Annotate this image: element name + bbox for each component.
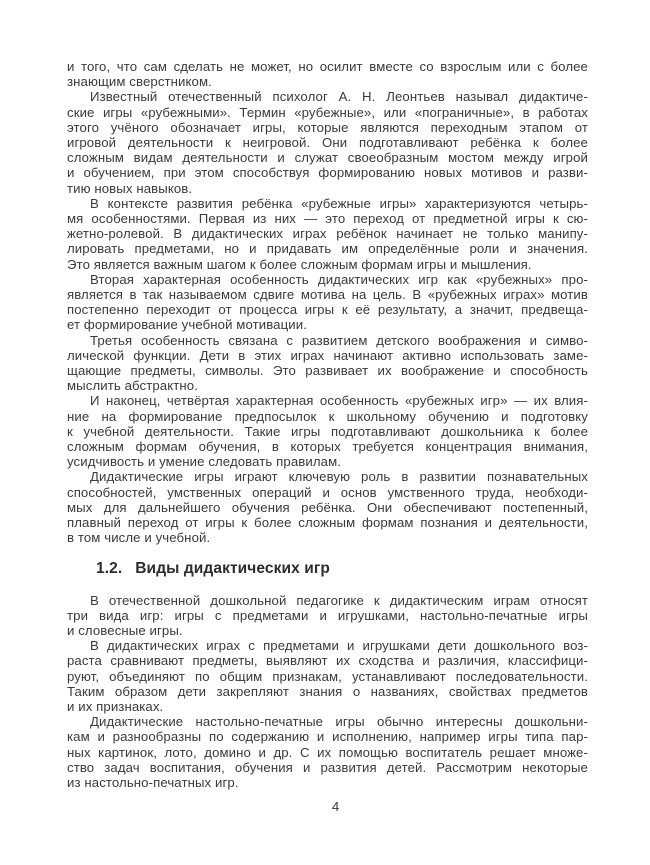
text-line: плавный переход от игры к более сложным формам познания и деятельности, xyxy=(67,515,588,531)
paragraph xyxy=(67,59,588,89)
page-number: 4 xyxy=(331,799,340,814)
paragraph xyxy=(67,196,588,272)
paragraph xyxy=(67,714,588,790)
text-line: ных картинок, лото, домино и др. С их помощью воспитатель решает множе- xyxy=(67,744,588,760)
text-line: В отечественной дошкольной педагогике к дидактическим играм относят xyxy=(90,592,588,608)
paragraph xyxy=(67,469,588,545)
text-line: лической функции. Дети в этих играх начинают активно использовать заме- xyxy=(67,347,588,363)
section-number: 1.2. xyxy=(96,559,123,577)
text-line: и их признаках. xyxy=(67,698,164,714)
text-line: ние на формирование предпосылок к школьному обучению и подготовку xyxy=(67,408,588,424)
text-line: ские игры «рубежными». Термин «рубежные», или «пограничные», в работах xyxy=(67,104,588,120)
text-line: руют, объединяют по общим признакам, устанавливают последовательности. xyxy=(67,668,588,684)
text-line: и словесные игры. xyxy=(67,622,183,638)
text-line: И наконец, четвёртая характерная особенность «рубежных игр» — их влия- xyxy=(90,393,588,409)
text-line: и того, что сам сделать не может, но осилит вместе со взрослым или с более xyxy=(67,59,588,74)
text-line: и обучением, при этом способствуя формированию новых мотивов и разви- xyxy=(67,165,588,181)
text-line: ет формирование учебной мотивации. xyxy=(67,317,307,333)
text-line: способностей, умственных операций и основ умственного труда, необходи- xyxy=(67,484,588,500)
text-line: щающие предметы, символы. Это развивает их воображение и способность xyxy=(67,363,588,379)
text-line: постепенно переходит от процесса игры к её результату, а значит, предвеща- xyxy=(67,302,588,318)
text-line: лировать предметами, но и придавать им определённые роли и значения. xyxy=(67,241,588,257)
section-heading xyxy=(67,559,588,578)
text-line: Вторая характерная особенность дидактических игр как «рубежных» про- xyxy=(90,271,588,287)
text-line: мя особенностями. Первая из них — это переход от предметной игры к сю- xyxy=(67,211,588,227)
text-line: Третья особенность связана с развитием детского воображения и симво- xyxy=(90,332,588,348)
text-line: Это является важным шагом к более сложным формам игры и мышления. xyxy=(67,256,532,272)
text-line: мыслить абстрактно. xyxy=(67,378,198,394)
paragraph xyxy=(67,272,588,333)
text-line: является в так называемом сдвиге мотива на цель. В «рубежных играх» мотив xyxy=(67,287,588,303)
text-line: три вида игр: игры с предметами и игрушками, настольно-печатные игры xyxy=(67,607,588,623)
text-line: В контексте развития ребёнка «рубежные игры» характеризуются четырь- xyxy=(90,195,588,211)
text-line: этого учёного обозначает игры, которые являются переходным этапом от xyxy=(67,119,588,135)
section-title: Виды дидактических игр xyxy=(135,559,330,577)
text-line: Дидактические настольно-печатные игры обычно интересны дошкольни- xyxy=(90,714,588,730)
text-line: тию новых навыков. xyxy=(67,180,193,196)
text-line: к учебной деятельности. Такие игры подготавливают дошкольника к более xyxy=(67,423,588,439)
text-line: усидчивость и умение следовать правилам. xyxy=(67,454,342,470)
paragraph xyxy=(67,638,588,714)
paragraph xyxy=(67,593,588,639)
paragraph xyxy=(67,333,588,394)
text-line: сложным формам обучения, в которых требуется концентрация внимания, xyxy=(67,439,588,455)
text-line: в том числе и учебной. xyxy=(67,530,211,546)
text-line: мых для дальнейшего обучения ребёнка. Они обеспечивают постепенный, xyxy=(67,499,588,515)
text-line: кам и разнообразны по содержанию и исполнению, например игры типа пар- xyxy=(67,729,588,745)
text-line: В дидактических играх с предметами и игрушками дети дошкольного воз- xyxy=(90,638,588,654)
paragraph xyxy=(67,393,588,469)
text-line: знающим сверстником. xyxy=(67,74,212,90)
text-line: жетно-ролевой. В дидактических играх ребёнок начинает не только манипу- xyxy=(67,226,588,242)
text-line: Таким образом дети закрепляют знания о названиях, свойствах предметов xyxy=(67,683,588,699)
paragraph xyxy=(67,89,588,195)
text-line: сложным видам деятельности и служат своеобразным мостом между игрой xyxy=(67,150,588,166)
text-line: раста сравнивают предметы, выявляют их сходства и различия, классифици- xyxy=(67,653,588,669)
text-line: из настольно-печатных игр. xyxy=(67,774,239,790)
text-block xyxy=(67,59,588,790)
text-line: Известный отечественный психолог А. Н. Леонтьев называл дидактиче- xyxy=(90,89,588,105)
text-line: игровой деятельности к неигровой. Они подготавливают ребёнка к более xyxy=(67,135,588,151)
text-line: Дидактические игры играют ключевую роль в развитии познавательных xyxy=(90,469,588,485)
text-line: ство задач воспитания, обучения и развития детей. Рассмотрим некоторые xyxy=(67,759,588,775)
